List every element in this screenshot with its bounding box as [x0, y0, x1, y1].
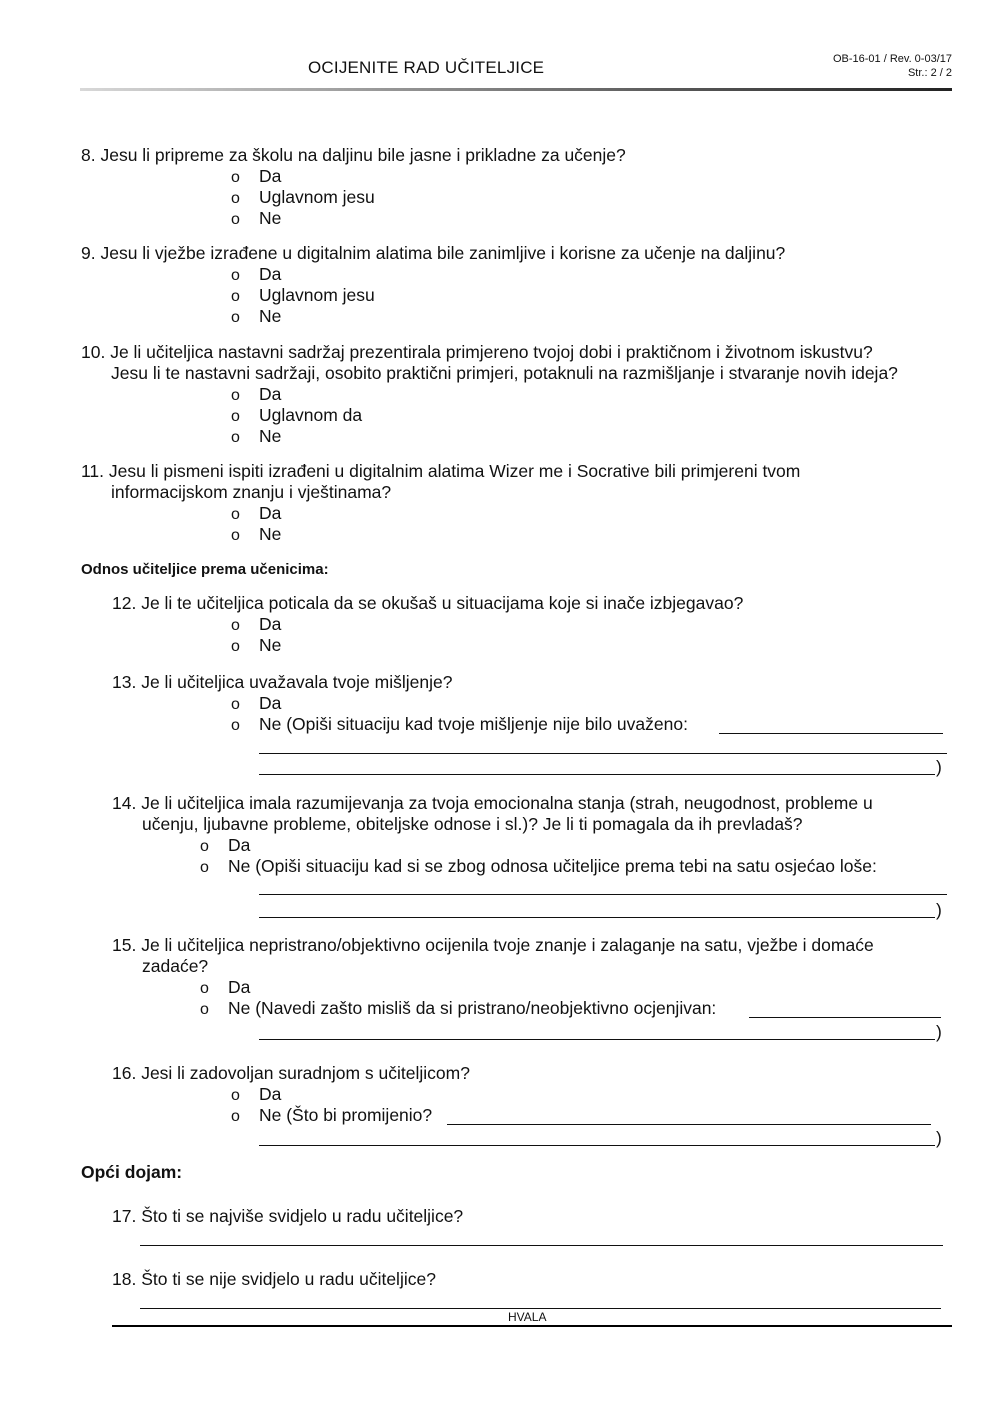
- answer-line-q15-b[interactable]: [259, 1039, 935, 1040]
- question-15-cont: zadaće?: [142, 956, 209, 976]
- radio-bullet-icon: o: [231, 506, 240, 523]
- question-10-cont: Jesu li te nastavni sadržaji, osobito praktični primjeri, potaknuli na razmišljanje i stvaranje novih ideja?: [111, 363, 898, 383]
- question-13: 13. Je li učiteljica uvažavala tvoje mišljenje?: [112, 672, 453, 692]
- radio-bullet-icon: o: [231, 190, 240, 207]
- radio-bullet-icon: o: [231, 387, 240, 404]
- question-14: 14. Je li učiteljica imala razumijevanja za tvoja emocionalna stanja (strah, neugodnost, probleme u: [112, 793, 873, 813]
- option-q11-ne[interactable]: o Ne: [231, 524, 282, 544]
- answer-line-q16-a[interactable]: [447, 1124, 931, 1125]
- question-18: 18. Što ti se nije svidjelo u radu učiteljice?: [112, 1269, 436, 1289]
- radio-bullet-icon: o: [200, 838, 209, 855]
- section-heading-opci-dojam: Opći dojam:: [81, 1162, 183, 1182]
- radio-bullet-icon: o: [231, 288, 240, 305]
- answer-line-q18[interactable]: [140, 1308, 941, 1309]
- question-11: 11. Jesu li pismeni ispiti izrađeni u digitalnim alatima Wizer me i Socrative bili primjereni tvom: [81, 461, 801, 481]
- radio-bullet-icon: o: [231, 429, 240, 446]
- document-code: [833, 52, 952, 80]
- answer-line-q14-a[interactable]: [259, 894, 947, 895]
- option-q12-da[interactable]: o Da: [231, 614, 282, 634]
- option-q16-da[interactable]: o Da: [231, 1084, 282, 1104]
- footer-thanks: HVALA: [508, 1310, 547, 1324]
- option-q15-ne[interactable]: o Ne (Navedi zašto misliš da si pristrano/neobjektivno ocjenjivan:: [200, 998, 717, 1018]
- radio-bullet-icon: o: [231, 169, 240, 186]
- question-17: 17. Što ti se najviše svidjelo u radu učiteljice?: [112, 1206, 464, 1226]
- radio-bullet-icon: o: [200, 1001, 209, 1018]
- radio-bullet-icon: o: [231, 696, 240, 713]
- radio-bullet-icon: o: [231, 638, 240, 655]
- option-q8-ne[interactable]: o Ne: [231, 208, 282, 228]
- header-divider: [80, 88, 952, 91]
- answer-line-q13-a[interactable]: [719, 733, 943, 734]
- question-8: 8. Jesu li pripreme za školu na daljinu bile jasne i prikladne za učenje?: [81, 145, 626, 165]
- radio-bullet-icon: o: [231, 408, 240, 425]
- radio-bullet-icon: o: [231, 617, 240, 634]
- option-q13-da[interactable]: o Da: [231, 693, 282, 713]
- radio-bullet-icon: o: [231, 309, 240, 326]
- section-heading-odnos: Odnos učiteljice prema učenicima:: [81, 561, 329, 578]
- option-q8-da[interactable]: o Da: [231, 166, 282, 186]
- option-q9-da[interactable]: o Da: [231, 264, 282, 284]
- option-q11-da[interactable]: o Da: [231, 503, 282, 523]
- question-16: 16. Jesi li zadovoljan suradnjom s učiteljicom?: [112, 1063, 470, 1083]
- radio-bullet-icon: o: [231, 527, 240, 544]
- answer-line-q15-a[interactable]: [749, 1017, 941, 1018]
- closing-paren-q13: ): [936, 757, 942, 777]
- option-q14-da[interactable]: o Da: [200, 835, 251, 855]
- question-9: 9. Jesu li vježbe izrađene u digitalnim alatima bile zanimljive i korisne za učenje na daljinu?: [81, 243, 786, 263]
- page-number: Str.: 2 / 2: [907, 67, 952, 79]
- closing-paren-q14: ): [936, 900, 942, 920]
- option-q16-ne[interactable]: o Ne (Što bi promijenio?: [231, 1105, 433, 1125]
- question-11-cont: informacijskom znanju i vještinama?: [111, 482, 392, 502]
- answer-line-q16-b[interactable]: [259, 1145, 935, 1146]
- question-10: 10. Je li učiteljica nastavni sadržaj prezentirala primjereno tvojoj dobi i praktičnom i životnom iskustvu?: [81, 342, 873, 362]
- radio-bullet-icon: o: [200, 980, 209, 997]
- option-q9-uglavnom[interactable]: o Uglavnom jesu: [231, 285, 375, 305]
- option-q10-ne[interactable]: o Ne: [231, 426, 282, 446]
- option-q15-da[interactable]: o Da: [200, 977, 251, 997]
- answer-line-q13-c[interactable]: [259, 774, 935, 775]
- radio-bullet-icon: o: [231, 211, 240, 228]
- radio-bullet-icon: o: [231, 1087, 240, 1104]
- question-15: 15. Je li učiteljica nepristrano/objektivno ocijenila tvoje znanje i zalaganje na satu, vježbe i domaće: [112, 935, 874, 955]
- answer-line-q17[interactable]: [140, 1245, 943, 1246]
- answer-line-q14-b[interactable]: [259, 917, 935, 918]
- option-q14-ne[interactable]: o Ne (Opiši situaciju kad si se zbog odnosa učiteljice prema tebi na satu osjećao loše:: [200, 856, 877, 876]
- question-14-cont: učenju, ljubavne probleme, obiteljske odnose i sl.)? Je li ti pomagala da ih prevladaš?: [142, 814, 803, 834]
- footer-divider: [112, 1325, 952, 1327]
- radio-bullet-icon: o: [231, 1108, 240, 1125]
- radio-bullet-icon: o: [200, 859, 209, 876]
- option-q10-da[interactable]: o Da: [231, 384, 282, 404]
- radio-bullet-icon: o: [231, 717, 240, 734]
- option-q10-uglavnom[interactable]: o Uglavnom da: [231, 405, 363, 425]
- option-q9-ne[interactable]: o Ne: [231, 306, 282, 326]
- option-q12-ne[interactable]: o Ne: [231, 635, 282, 655]
- option-q8-uglavnom[interactable]: o Uglavnom jesu: [231, 187, 375, 207]
- page-title: OCIJENITE RAD UČITELJICE: [308, 58, 545, 77]
- doc-revision: OB-16-01 / Rev. 0-03/17: [832, 53, 952, 65]
- question-12: 12. Je li te učiteljica poticala da se okušaš u situacijama koje si inače izbjegavao?: [112, 593, 744, 613]
- option-q13-ne[interactable]: o Ne (Opiši situaciju kad tvoje mišljenje nije bilo uvaženo:: [231, 714, 688, 734]
- closing-paren-q16: ): [936, 1128, 942, 1148]
- closing-paren-q15: ): [936, 1022, 942, 1042]
- answer-line-q13-b[interactable]: [259, 753, 947, 754]
- radio-bullet-icon: o: [231, 267, 240, 284]
